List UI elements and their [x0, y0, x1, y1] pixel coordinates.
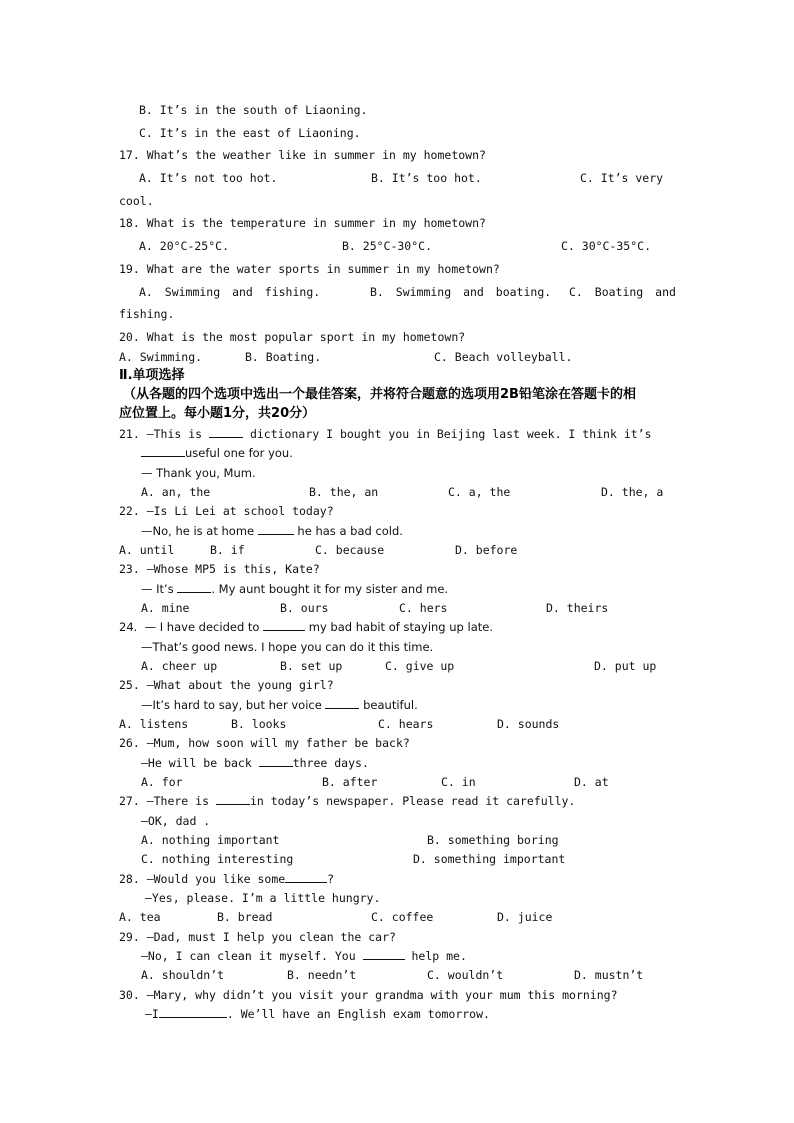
q26-stem-line2: —He will be back three days. [141, 756, 369, 770]
q23-option-b: B. ours [280, 601, 329, 615]
q23-stem-line2: — It’s . My aunt bought it for my sister and me. [141, 582, 449, 596]
q19-option-c-wrap: fishing. [119, 307, 175, 321]
q18-stem: 18. What is the temperature in summer in my hometown? [119, 216, 486, 230]
q21-option-c: C. a, the [448, 485, 511, 499]
q21-option-a: A. an, the [141, 485, 211, 499]
q30-blank [159, 1006, 227, 1018]
q28-option-c: C. coffee [371, 910, 434, 924]
q27-stem-line1: 27. —There is in today’s newspaper. Please read it carefully. [119, 794, 576, 808]
q26-option-b: B. after [322, 775, 378, 789]
q26-blank [259, 755, 293, 767]
q28-option-b: B. bread [217, 910, 273, 924]
q29-option-d: D. mustn’t [574, 968, 644, 982]
q29-option-a: A. shouldn’t [141, 968, 225, 982]
q24-option-b: B. set up [280, 659, 343, 673]
q27-option-b: B. something boring [427, 833, 559, 847]
q22-option-a: A. until [119, 543, 175, 557]
q17-stem: 17. What’s the weather like in summer in my hometown? [119, 148, 486, 162]
q26-option-c: C. in [441, 775, 476, 789]
section-instructions-line1: （从各题的四个选项中选出一个最佳答案，并将符合题意的选项用2B铅笔涂在答题卡的相 [123, 387, 636, 402]
q17-option-a: A. It’s not too hot. [139, 171, 278, 185]
q22-option-d: D. before [455, 543, 518, 557]
q26-option-d: D. at [574, 775, 609, 789]
q28-stem-line2: —Yes, please. I’m a little hungry. [145, 891, 381, 905]
q21-blank-1 [209, 426, 243, 438]
q21-stem-line2: useful one for you. [141, 445, 293, 461]
q25-option-d: D. sounds [497, 717, 560, 731]
q19-option-c: C. Boating and [569, 285, 676, 299]
q23-option-d: D. theirs [546, 601, 609, 615]
q19-option-a: A. Swimming and fishing. [139, 285, 321, 299]
q28-blank [285, 871, 327, 883]
q25-option-b: B. looks [231, 717, 287, 731]
q29-blank [363, 948, 405, 960]
q22-stem-line2: —No, he is at home he has a bad cold. [141, 524, 403, 538]
q20-option-b: B. Boating. [245, 350, 322, 364]
q18-option-b: B. 25°C-30°C. [342, 239, 433, 253]
q27-option-a: A. nothing important [141, 833, 280, 847]
prev-option-c: C. It’s in the east of Liaoning. [139, 126, 361, 140]
q28-option-d: D. juice [497, 910, 553, 924]
q22-stem-line1: 22. —Is Li Lei at school today? [119, 504, 334, 518]
q20-stem: 20. What is the most popular sport in my hometown? [119, 330, 466, 344]
q25-blank [325, 697, 359, 709]
q17-option-c-wrap: cool. [119, 194, 154, 208]
q25-stem-line2: —It’s hard to say, but her voice beautiful. [141, 698, 418, 712]
q23-option-c: C. hers [399, 601, 448, 615]
q26-stem-line1: 26. —Mum, how soon will my father be back? [119, 736, 410, 750]
q25-option-a: A. listens [119, 717, 189, 731]
q30-stem-line2: —I . We’ll have an English exam tomorrow. [145, 1007, 490, 1021]
q19-option-b: B. Swimming and boating. [370, 285, 552, 299]
q29-stem-line1: 29. —Dad, must I help you clean the car? [119, 930, 396, 944]
q24-stem-line2: —That’s good news. I hope you can do it this time. [141, 640, 434, 654]
q19-stem: 19. What are the water sports in summer in my hometown? [119, 262, 500, 276]
section-instructions-line2: 应位置上。每小题1分，共20分） [119, 406, 316, 421]
q26-option-a: A. for [141, 775, 183, 789]
q27-option-d: D. something important [413, 852, 566, 866]
q22-blank [258, 523, 294, 535]
q28-stem-line1: 28. —Would you like some ? [119, 872, 335, 886]
prev-option-b: B. It’s in the south of Liaoning. [139, 103, 368, 117]
q20-option-c: C. Beach volleyball. [434, 350, 573, 364]
q25-stem-line1: 25. —What about the young girl? [119, 678, 334, 692]
q23-stem-line1: 23. —Whose MP5 is this, Kate? [119, 562, 320, 576]
q18-option-a: A. 20°C-25°C. [139, 239, 230, 253]
q24-blank [263, 619, 305, 631]
q28-option-a: A. tea [119, 910, 161, 924]
section-title: Ⅱ.单项选择 [119, 368, 185, 383]
q24-option-d: D. put up [594, 659, 657, 673]
q22-option-b: B. if [210, 543, 245, 557]
q24-option-a: A. cheer up [141, 659, 218, 673]
q29-option-c: C. wouldn’t [427, 968, 504, 982]
q23-blank [177, 581, 211, 593]
q24-stem-line1: 24. — I have decided to my bad habit of staying up late. [119, 620, 493, 634]
q27-stem-line2: —OK, dad . [141, 814, 211, 828]
q22-option-c: C. because [315, 543, 385, 557]
q21-stem-line1: 21. —This is dictionary I bought you in Beijing last week. I think it’s [119, 427, 652, 441]
q17-option-c: C. It’s very [580, 171, 664, 185]
q21-blank-2 [141, 445, 185, 457]
q24-option-c: C. give up [385, 659, 455, 673]
q27-option-c: C. nothing interesting [141, 852, 294, 866]
q20-option-a: A. Swimming. [119, 350, 203, 364]
q29-stem-line2: —No, I can clean it myself. You help me. [141, 949, 467, 963]
q21-reply: — Thank you, Mum. [141, 466, 256, 480]
q23-option-a: A. mine [141, 601, 190, 615]
q18-option-c: C. 30°C-35°C. [561, 239, 652, 253]
q30-stem-line1: 30. —Mary, why didn’t you visit your grandma with your mum this morning? [119, 988, 618, 1002]
q27-blank [216, 793, 250, 805]
q17-option-b: B. It’s too hot. [371, 171, 482, 185]
q21-option-d: D. the, a [601, 485, 664, 499]
q21-option-b: B. the, an [309, 485, 379, 499]
q29-option-b: B. needn’t [287, 968, 357, 982]
q25-option-c: C. hears [378, 717, 434, 731]
